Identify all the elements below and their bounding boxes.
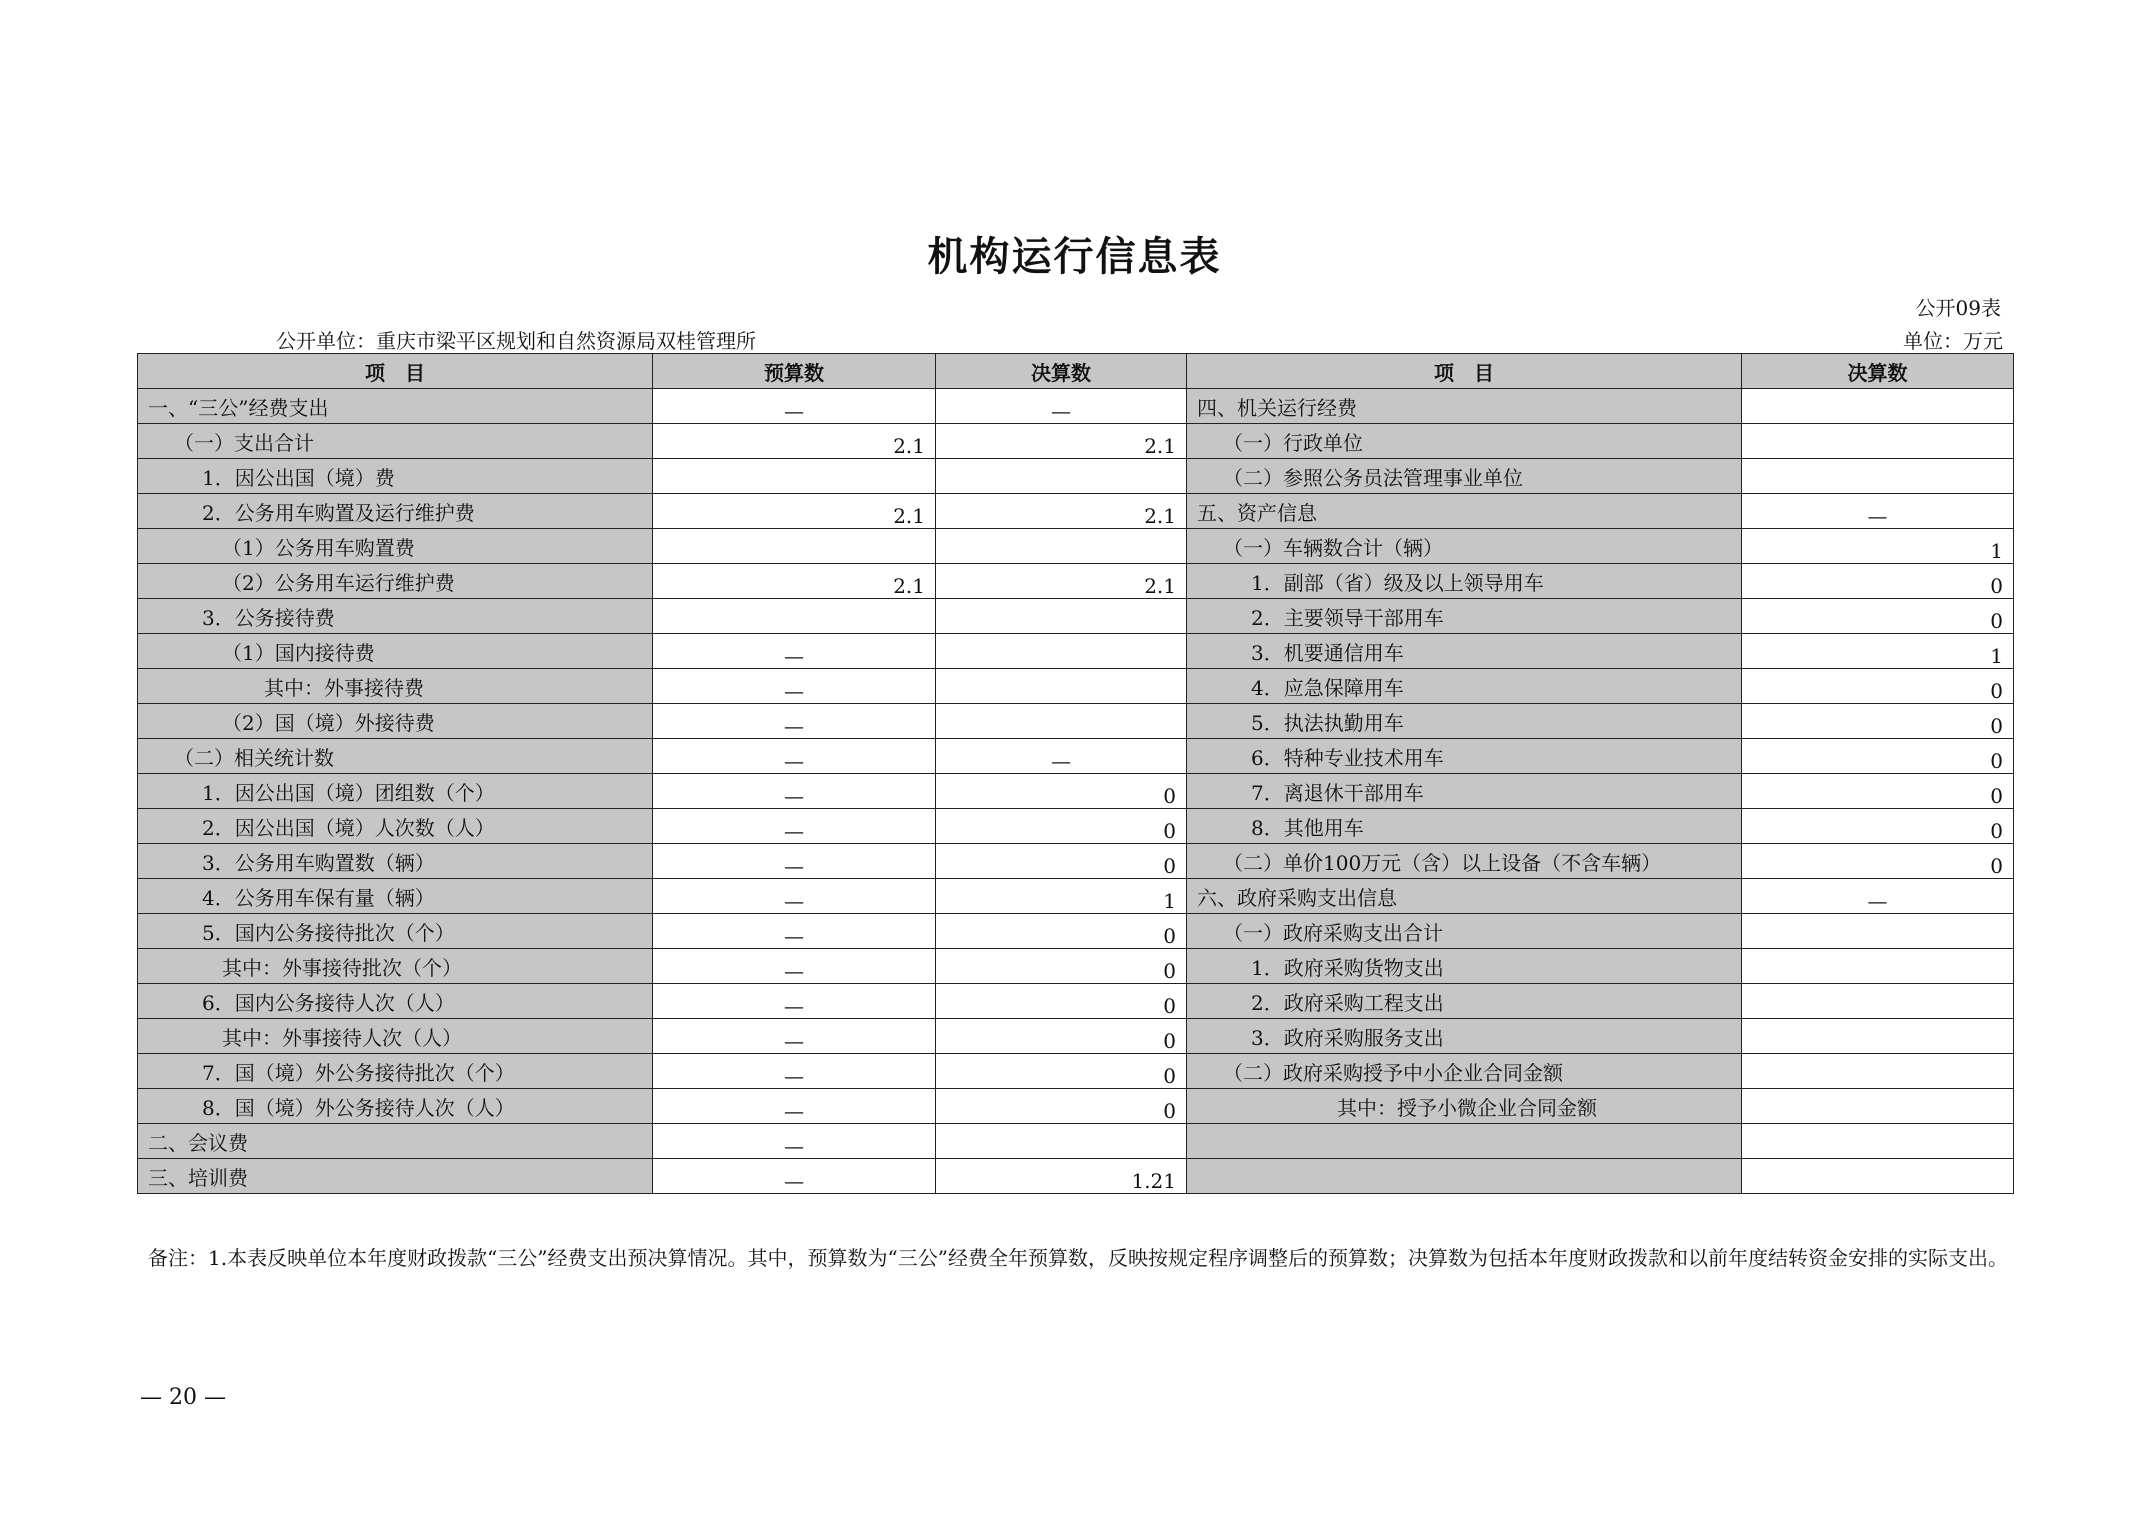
budget-cell: 2.1 — [653, 494, 936, 529]
right-value-cell: — — [1742, 494, 2014, 529]
row-label: 5．国内公务接待批次（个） — [138, 914, 653, 949]
right-value-cell — [1742, 984, 2014, 1019]
right-row-label: 四、机关运行经费 — [1187, 389, 1742, 424]
budget-cell: 2.1 — [653, 424, 936, 459]
right-value-cell: 0 — [1742, 669, 2014, 704]
header-final: 决算数 — [936, 354, 1187, 389]
final-cell: 1 — [936, 879, 1187, 914]
table-row — [138, 494, 2014, 529]
form-number: 公开09表 — [1915, 296, 2001, 320]
table-row — [138, 599, 2014, 634]
right-value-cell: 0 — [1742, 704, 2014, 739]
final-cell — [936, 704, 1187, 739]
final-cell — [936, 1124, 1187, 1159]
row-label: （2）公务用车运行维护费 — [138, 564, 653, 599]
right-row-label: 六、政府采购支出信息 — [1187, 879, 1742, 914]
final-cell: 2.1 — [936, 564, 1187, 599]
table-row — [138, 739, 2014, 774]
final-cell: 0 — [936, 809, 1187, 844]
right-value-cell — [1742, 389, 2014, 424]
budget-cell: — — [653, 1089, 936, 1124]
row-label: （1）公务用车购置费 — [138, 529, 653, 564]
right-value-cell — [1742, 1019, 2014, 1054]
footnote: 备注：1.本表反映单位本年度财政拨款“三公”经费支出预决算情况。其中，预算数为“三公”经费全年预算数，反映按规定程序调整后的预算数；决算数为包括本年度财政拨款和以前年度结转资金安排的实际支出。 — [148, 1246, 2008, 1270]
right-row-label — [1187, 1159, 1742, 1194]
currency-unit: 单位：万元 — [1903, 329, 2003, 353]
row-label: （2）国（境）外接待费 — [138, 704, 653, 739]
right-row-label: 1．副部（省）级及以上领导用车 — [1187, 564, 1742, 599]
right-row-label: 其中：授予小微企业合同金额 — [1187, 1089, 1742, 1124]
right-row-label: 2．主要领导干部用车 — [1187, 599, 1742, 634]
budget-cell: — — [653, 739, 936, 774]
final-cell: 1.21 — [936, 1159, 1187, 1194]
table-row — [138, 1054, 2014, 1089]
right-value-cell: 0 — [1742, 739, 2014, 774]
row-label: 4．公务用车保有量（辆） — [138, 879, 653, 914]
final-cell — [936, 529, 1187, 564]
table-row — [138, 949, 2014, 984]
right-value-cell — [1742, 949, 2014, 984]
row-label: 1．因公出国（境）费 — [138, 459, 653, 494]
table-row — [138, 634, 2014, 669]
row-label: 3．公务用车购置数（辆） — [138, 844, 653, 879]
table-row — [138, 424, 2014, 459]
right-value-cell: 1 — [1742, 634, 2014, 669]
right-value-cell: 0 — [1742, 564, 2014, 599]
right-row-label: 2．政府采购工程支出 — [1187, 984, 1742, 1019]
final-cell: 0 — [936, 914, 1187, 949]
right-row-label: 6．特种专业技术用车 — [1187, 739, 1742, 774]
row-label: 二、会议费 — [138, 1124, 653, 1159]
right-value-cell: 0 — [1742, 809, 2014, 844]
reporting-unit: 公开单位：重庆市梁平区规划和自然资源局双桂管理所 — [276, 329, 756, 353]
budget-cell: — — [653, 879, 936, 914]
right-row-label: 7．离退休干部用车 — [1187, 774, 1742, 809]
row-label: 三、培训费 — [138, 1159, 653, 1194]
row-label: 2．因公出国（境）人次数（人） — [138, 809, 653, 844]
final-cell: 2.1 — [936, 494, 1187, 529]
right-row-label: 4．应急保障用车 — [1187, 669, 1742, 704]
table-row — [138, 564, 2014, 599]
final-cell: — — [936, 389, 1187, 424]
right-value-cell — [1742, 1124, 2014, 1159]
right-value-cell: 0 — [1742, 599, 2014, 634]
right-row-label: 3．机要通信用车 — [1187, 634, 1742, 669]
row-label: （二）相关统计数 — [138, 739, 653, 774]
table-row — [138, 844, 2014, 879]
final-cell: 2.1 — [936, 424, 1187, 459]
table-row — [138, 1019, 2014, 1054]
row-label: 其中：外事接待批次（个） — [138, 949, 653, 984]
budget-cell: — — [653, 844, 936, 879]
final-cell — [936, 599, 1187, 634]
table-row — [138, 1124, 2014, 1159]
table-row — [138, 704, 2014, 739]
table-row — [138, 1089, 2014, 1124]
right-value-cell — [1742, 424, 2014, 459]
table-row — [138, 914, 2014, 949]
page-title: 机构运行信息表 — [927, 233, 1222, 280]
right-row-label — [1187, 1124, 1742, 1159]
budget-cell: — — [653, 1124, 936, 1159]
budget-cell: 2.1 — [653, 564, 936, 599]
right-row-label: 5．执法执勤用车 — [1187, 704, 1742, 739]
final-cell: 0 — [936, 844, 1187, 879]
final-cell: 0 — [936, 1089, 1187, 1124]
right-row-label: （二）单价100万元（含）以上设备（不含车辆） — [1187, 844, 1742, 879]
table-row — [138, 984, 2014, 1019]
table-row — [138, 529, 2014, 564]
table-row — [138, 389, 2014, 424]
page-number: — 20 — — [140, 1385, 226, 1410]
row-label: 8．国（境）外公务接待人次（人） — [138, 1089, 653, 1124]
header-final-right: 决算数 — [1742, 354, 2014, 389]
right-row-label: 3．政府采购服务支出 — [1187, 1019, 1742, 1054]
right-row-label: （一）车辆数合计（辆） — [1187, 529, 1742, 564]
right-value-cell: 0 — [1742, 844, 2014, 879]
header-budget: 预算数 — [653, 354, 936, 389]
right-value-cell — [1742, 914, 2014, 949]
budget-cell: — — [653, 389, 936, 424]
right-value-cell — [1742, 1054, 2014, 1089]
budget-cell — [653, 459, 936, 494]
budget-cell: — — [653, 1159, 936, 1194]
row-label: 2．公务用车购置及运行维护费 — [138, 494, 653, 529]
right-value-cell — [1742, 459, 2014, 494]
budget-cell: — — [653, 809, 936, 844]
right-value-cell — [1742, 1159, 2014, 1194]
row-label: 其中：外事接待费 — [138, 669, 653, 704]
table-row — [138, 879, 2014, 914]
table-row — [138, 459, 2014, 494]
row-label: 3．公务接待费 — [138, 599, 653, 634]
header-item-right: 项 目 — [1187, 354, 1742, 389]
header-item: 项 目 — [138, 354, 653, 389]
budget-cell: — — [653, 774, 936, 809]
final-cell: 0 — [936, 1054, 1187, 1089]
table-header-row — [138, 354, 2014, 389]
row-label: 6．国内公务接待人次（人） — [138, 984, 653, 1019]
table-row — [138, 669, 2014, 704]
budget-cell: — — [653, 949, 936, 984]
right-value-cell: — — [1742, 879, 2014, 914]
final-cell: 0 — [936, 1019, 1187, 1054]
right-value-cell: 0 — [1742, 774, 2014, 809]
budget-cell: — — [653, 704, 936, 739]
table-row — [138, 774, 2014, 809]
right-row-label: 五、资产信息 — [1187, 494, 1742, 529]
budget-cell: — — [653, 914, 936, 949]
final-cell — [936, 669, 1187, 704]
final-cell — [936, 459, 1187, 494]
row-label: 一、“三公”经费支出 — [138, 389, 653, 424]
row-label: （1）国内接待费 — [138, 634, 653, 669]
right-row-label: 8．其他用车 — [1187, 809, 1742, 844]
table-row — [138, 809, 2014, 844]
right-row-label: （一）行政单位 — [1187, 424, 1742, 459]
right-row-label: （一）政府采购支出合计 — [1187, 914, 1742, 949]
final-cell: 0 — [936, 949, 1187, 984]
budget-cell: — — [653, 634, 936, 669]
budget-cell: — — [653, 1019, 936, 1054]
row-label: （一）支出合计 — [138, 424, 653, 459]
final-cell: 0 — [936, 774, 1187, 809]
final-cell: — — [936, 739, 1187, 774]
budget-cell — [653, 599, 936, 634]
final-cell: 0 — [936, 984, 1187, 1019]
right-row-label: （二）政府采购授予中小企业合同金额 — [1187, 1054, 1742, 1089]
table-row — [138, 1159, 2014, 1194]
row-label: 1．因公出国（境）团组数（个） — [138, 774, 653, 809]
right-value-cell — [1742, 1089, 2014, 1124]
final-cell — [936, 634, 1187, 669]
right-row-label: 1．政府采购货物支出 — [1187, 949, 1742, 984]
right-value-cell: 1 — [1742, 529, 2014, 564]
row-label: 7．国（境）外公务接待批次（个） — [138, 1054, 653, 1089]
budget-cell: — — [653, 669, 936, 704]
right-row-label: （二）参照公务员法管理事业单位 — [1187, 459, 1742, 494]
operation-info-table — [137, 353, 2014, 1194]
budget-cell — [653, 529, 936, 564]
budget-cell: — — [653, 984, 936, 1019]
row-label: 其中：外事接待人次（人） — [138, 1019, 653, 1054]
budget-cell: — — [653, 1054, 936, 1089]
